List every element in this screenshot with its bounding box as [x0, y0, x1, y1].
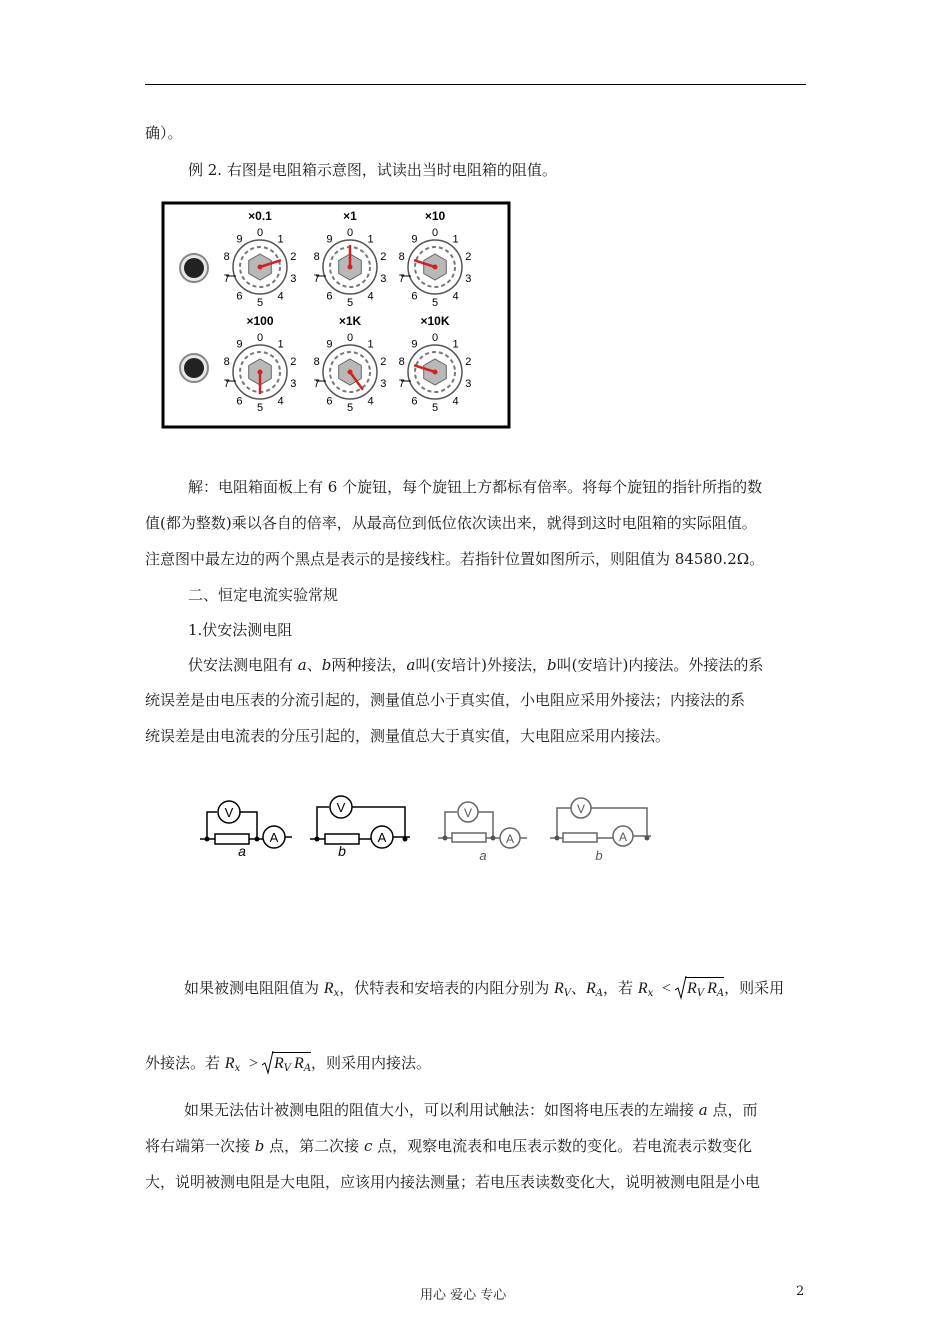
circuit-a1-voltmeter-label: V — [224, 805, 234, 820]
dial-digit: 7 — [313, 377, 320, 390]
subsection-heading: 1.伏安法测电阻 — [188, 621, 293, 639]
dial-multiplier-label: ×1 — [343, 209, 357, 223]
circuit-b-1 — [310, 796, 410, 848]
condition-line-2: 外接法。若 $R_x$ > $R_V$ $R_A$，则采用内接法。 — [145, 1053, 431, 1079]
dial-digit: 1 — [452, 338, 459, 351]
circuit-diagrams — [195, 790, 675, 870]
circuit-b2-label: b — [595, 848, 603, 863]
dial-digit: 1 — [452, 233, 459, 246]
dial-digit: 5 — [431, 297, 439, 309]
dial-digit: 3 — [380, 377, 387, 390]
top-fragment: 确）。 — [145, 124, 183, 142]
resistance-box-figure — [160, 200, 512, 430]
dial-digit: 7 — [398, 272, 405, 285]
dial-digit: 6 — [411, 290, 418, 303]
dial-digit: 7 — [223, 377, 230, 390]
dial-multiplier-label: ×0.1 — [248, 209, 272, 223]
trial-line-3: 大，说明被测电阻是大电阻，应该用内接法测量；若电压表读数变化大，说明被测电阻是小电 — [145, 1173, 761, 1191]
dial-digit: 3 — [465, 377, 472, 390]
dial-digit: 4 — [452, 395, 459, 408]
dial-digit: 9 — [326, 338, 333, 351]
trial-line-2: 将右端第一次接 b 点，第二次接 c 点，观察电流表和电压表示数的变化。若电流表示数变化 — [145, 1137, 753, 1155]
dial-multiplier-label: ×10 — [424, 209, 446, 223]
dial-digit: 8 — [313, 251, 320, 264]
dial-digit: 4 — [367, 290, 374, 303]
dial-digit: 3 — [290, 377, 297, 390]
dial-digit: 9 — [411, 233, 418, 246]
dial-digit: 9 — [326, 233, 333, 246]
dial-digit: 6 — [326, 395, 333, 408]
circuit-a2-ammeter-label: A — [505, 832, 515, 846]
circuit-a1-ammeter-label: A — [269, 830, 279, 845]
dial-digit: 8 — [398, 251, 405, 264]
dial-digit: 4 — [277, 290, 284, 303]
dial-multiplier-label: ×1K — [338, 314, 362, 328]
circuit-a2-voltmeter-label: V — [463, 806, 473, 820]
dial-digit: 0 — [431, 332, 439, 344]
dial-digit: 1 — [277, 338, 284, 351]
dial-digit: 5 — [431, 402, 439, 414]
solution-line-2: 值(都为整数)乘以各自的倍率，从最高位到低位依次读出来，就得到这时电阻箱的实际阻值。 — [145, 514, 757, 532]
dial-digit: 6 — [236, 395, 243, 408]
circuit-b2-voltmeter-label: V — [576, 802, 586, 816]
condition-line-1: 如果被测电阻阻值为 $R_x$，伏特表和安培表的内阻分别为 $R_V$、$R_A$，若 $R_x$ < $R_V$ $R_A$，则采用 — [184, 978, 784, 1004]
dial-digit: 2 — [380, 356, 387, 369]
circuit-a2-label: a — [479, 848, 487, 863]
solution-line-3: 注意图中最左边的两个黑点是表示的是接线柱。若指针位置如图所示，则阻值为 84580.2Ω。 — [145, 550, 765, 568]
page-number: 2 — [796, 1284, 805, 1299]
dial-digit: 4 — [452, 290, 459, 303]
circuit-b1-label: b — [338, 843, 346, 859]
dial-digit: 2 — [290, 356, 297, 369]
dial-digit: 0 — [256, 227, 264, 239]
footer-slogan: 用心 爱心 专心 — [420, 1288, 507, 1303]
dial-digit: 3 — [380, 272, 387, 285]
dial-digit: 0 — [431, 227, 439, 239]
dial-digit: 2 — [290, 251, 297, 264]
dial-digit: 1 — [277, 233, 284, 246]
dial-digit: 6 — [326, 290, 333, 303]
dial-digit: 1 — [367, 233, 374, 246]
dial-digit: 5 — [346, 297, 354, 309]
dial-digit: 9 — [236, 233, 243, 246]
dial-digit: 7 — [313, 272, 320, 285]
dial-digit: 7 — [223, 272, 230, 285]
sqrt-rv-ra-2: $R_V$ $R_A$ — [262, 1053, 311, 1079]
header-rule — [145, 84, 806, 85]
dial-digit: 6 — [236, 290, 243, 303]
dial-digit: 5 — [256, 297, 264, 309]
dial-digit: 2 — [380, 251, 387, 264]
dial-digit: 6 — [411, 395, 418, 408]
dial-digit: 7 — [398, 377, 405, 390]
sqrt-rv-ra: $R_V$ $R_A$ — [675, 978, 724, 1004]
dial-digit: 0 — [256, 332, 264, 344]
dial-digit: 3 — [465, 272, 472, 285]
dial-digit: 4 — [367, 395, 374, 408]
dial-digit: 0 — [346, 332, 354, 344]
dial-digit: 4 — [277, 395, 284, 408]
method-line-1: 伏安法测电阻有 a、b两种接法，a叫(安培计)外接法，b叫(安培计)内接法。外接法的系 — [188, 656, 764, 674]
dial-multiplier-label: ×100 — [246, 314, 274, 328]
method-line-3: 统误差是由电流表的分压引起的，测量值总大于真实值，大电阻应采用内接法。 — [145, 727, 671, 745]
circuit-b1-ammeter-label: A — [377, 830, 387, 845]
section-heading: 二、恒定电流实验常规 — [188, 586, 339, 604]
dial-digit: 0 — [346, 227, 354, 239]
circuit-b2-ammeter-label: A — [618, 830, 628, 844]
dial-digit: 8 — [223, 251, 230, 264]
dial-digit: 8 — [223, 356, 230, 369]
dial-multiplier-label: ×10K — [420, 314, 450, 328]
dial-digit: 8 — [313, 356, 320, 369]
dial-digit: 9 — [411, 338, 418, 351]
dial-digit: 5 — [346, 402, 354, 414]
solution-line-1: 解：电阻箱面板上有 6 个旋钮，每个旋钮上方都标有倍率。将每个旋钮的指针所指的数 — [188, 478, 763, 496]
dial-digit: 9 — [236, 338, 243, 351]
example-title: 例 2. 右图是电阻箱示意图，试读出当时电阻箱的阻值。 — [188, 161, 557, 179]
circuit-b-2 — [550, 798, 651, 846]
dial-digit: 2 — [465, 251, 472, 264]
method-line-2: 统误差是由电压表的分流引起的，测量值总小于真实值，小电阻应采用外接法；内接法的系 — [145, 691, 746, 709]
dial-digit: 3 — [290, 272, 297, 285]
trial-line-1: 如果无法估计被测电阻的阻值大小，可以利用试触法：如图将电压表的左端接 a 点，而 — [184, 1101, 758, 1119]
dial-digit: 1 — [367, 338, 374, 351]
dial-digit: 2 — [465, 356, 472, 369]
dial-digit: 8 — [398, 356, 405, 369]
circuit-b1-voltmeter-label: V — [336, 800, 346, 815]
circuit-a1-label: a — [238, 843, 246, 859]
dial-digit: 5 — [256, 402, 264, 414]
